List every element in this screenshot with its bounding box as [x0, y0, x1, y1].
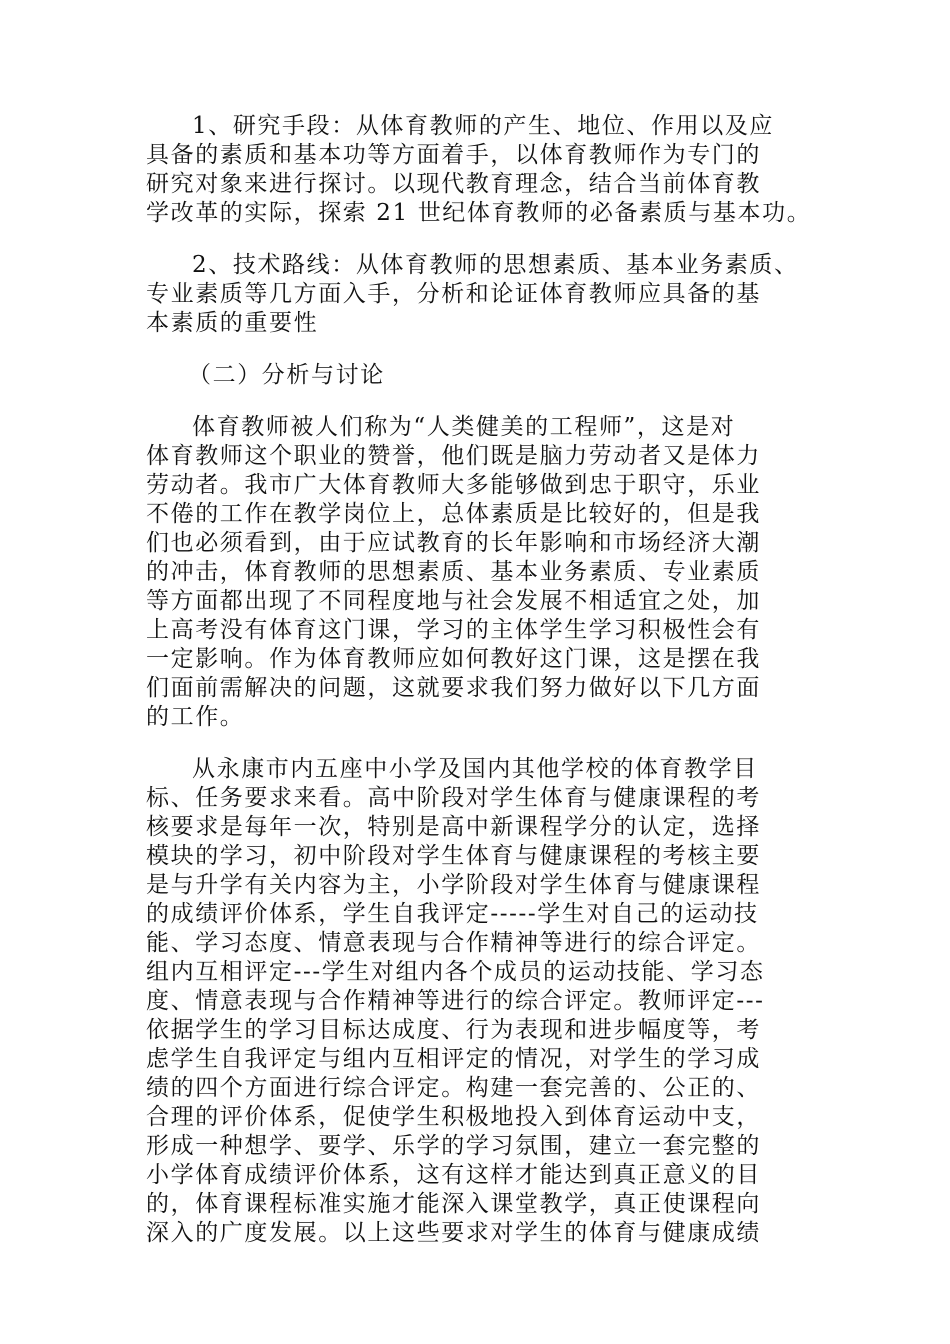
text-line: 上高考没有体育这门课，学习的主体学生学习积极性会有: [146, 617, 761, 643]
text-line: 组内互相评定---学生对组内各个成员的运动技能、学习态: [146, 959, 765, 985]
document-page: [146, 112, 814, 1271]
text-line: 度、情意表现与合作精神等进行的综合评定。教师评定---: [146, 988, 765, 1014]
paragraph-evaluation: [146, 755, 814, 1248]
text-line: 不倦的工作在教学岗位上，总体素质是比较好的，但是我: [146, 501, 761, 527]
text-line: 专业素质等几方面入手，分析和论证体育教师应具备的基: [146, 281, 761, 307]
paragraph-research-method: [146, 112, 814, 228]
text-line: 1、研究手段：从体育教师的产生、地位、作用以及应: [192, 113, 775, 139]
text-line: 能、学习态度、情意表现与合作精神等进行的综合评定。: [146, 930, 761, 956]
text-line: 劳动者。我市广大体育教师大多能够做到忠于职守，乐业: [146, 472, 761, 498]
text-line: 合理的评价体系，促使学生积极地投入到体育运动中支，: [146, 1104, 761, 1130]
text-line: 虑学生自我评定与组内互相评定的情况，对学生的学习成: [146, 1046, 761, 1072]
text-line: 等方面都出现了不同程度地与社会发展不相适宜之处，加: [146, 588, 761, 614]
text-line: 学改革的实际，探索 21 世纪体育教师的必备素质与基本功。: [146, 200, 812, 226]
section-heading-text: （二）分析与讨论: [188, 362, 385, 388]
text-line: 标、任务要求来看。高中阶段对学生体育与健康课程的考: [146, 785, 761, 811]
text-line: 具备的素质和基本功等方面着手，以体育教师作为专门的: [146, 142, 761, 168]
text-line: 们也必须看到，由于应试教育的长年影响和市场经济大潮: [146, 530, 761, 556]
text-line: 形成一种想学、要学、乐学的学习氛围，建立一套完整的: [146, 1133, 761, 1159]
text-line: 绩的四个方面进行综合评定。构建一套完善的、公正的、: [146, 1075, 761, 1101]
text-line: 的工作。: [146, 704, 245, 730]
text-line: 模块的学习，初中阶段对学生体育与健康课程的考核主要: [146, 843, 761, 869]
section-heading: [146, 361, 814, 390]
text-line: 深入的广度发展。以上这些要求对学生的体育与健康成绩: [146, 1220, 761, 1246]
text-line: 一定影响。作为体育教师应如何教好这门课，这是摆在我: [146, 646, 761, 672]
text-line: 体育教师这个职业的赞誉，他们既是脑力劳动者又是体力: [146, 443, 761, 469]
text-line: 是与升学有关内容为主，小学阶段对学生体育与健康课程: [146, 872, 761, 898]
text-line: 体育教师被人们称为“人类健美的工程师”，这是对: [192, 414, 736, 440]
text-line: 依据学生的学习目标达成度、行为表现和进步幅度等，考: [146, 1017, 761, 1043]
text-line: 本素质的重要性: [146, 310, 319, 336]
text-line: 研究对象来进行探讨。以现代教育理念，结合当前体育教: [146, 171, 761, 197]
text-line: 核要求是每年一次，特别是高中新课程学分的认定，选择: [146, 814, 761, 840]
paragraph-discussion: [146, 413, 814, 732]
text-line: 小学体育成绩评价体系，这有这样才能达到真正意义的目: [146, 1162, 761, 1188]
text-line: 2、技术路线：从体育教师的思想素质、基本业务素质、: [192, 252, 799, 278]
text-line: 从永康市内五座中小学及国内其他学校的体育教学目: [192, 756, 758, 782]
text-line: 的冲击，体育教师的思想素质、基本业务素质、专业素质: [146, 559, 761, 585]
text-line: 的，体育课程标准实施才能深入课堂教学，真正使课程向: [146, 1191, 761, 1217]
text-line: 的成绩评价体系，学生自我评定-----学生对自己的运动技: [146, 901, 759, 927]
text-line: 们面前需解决的问题，这就要求我们努力做好以下几方面: [146, 675, 761, 701]
paragraph-technical-route: [146, 251, 814, 338]
